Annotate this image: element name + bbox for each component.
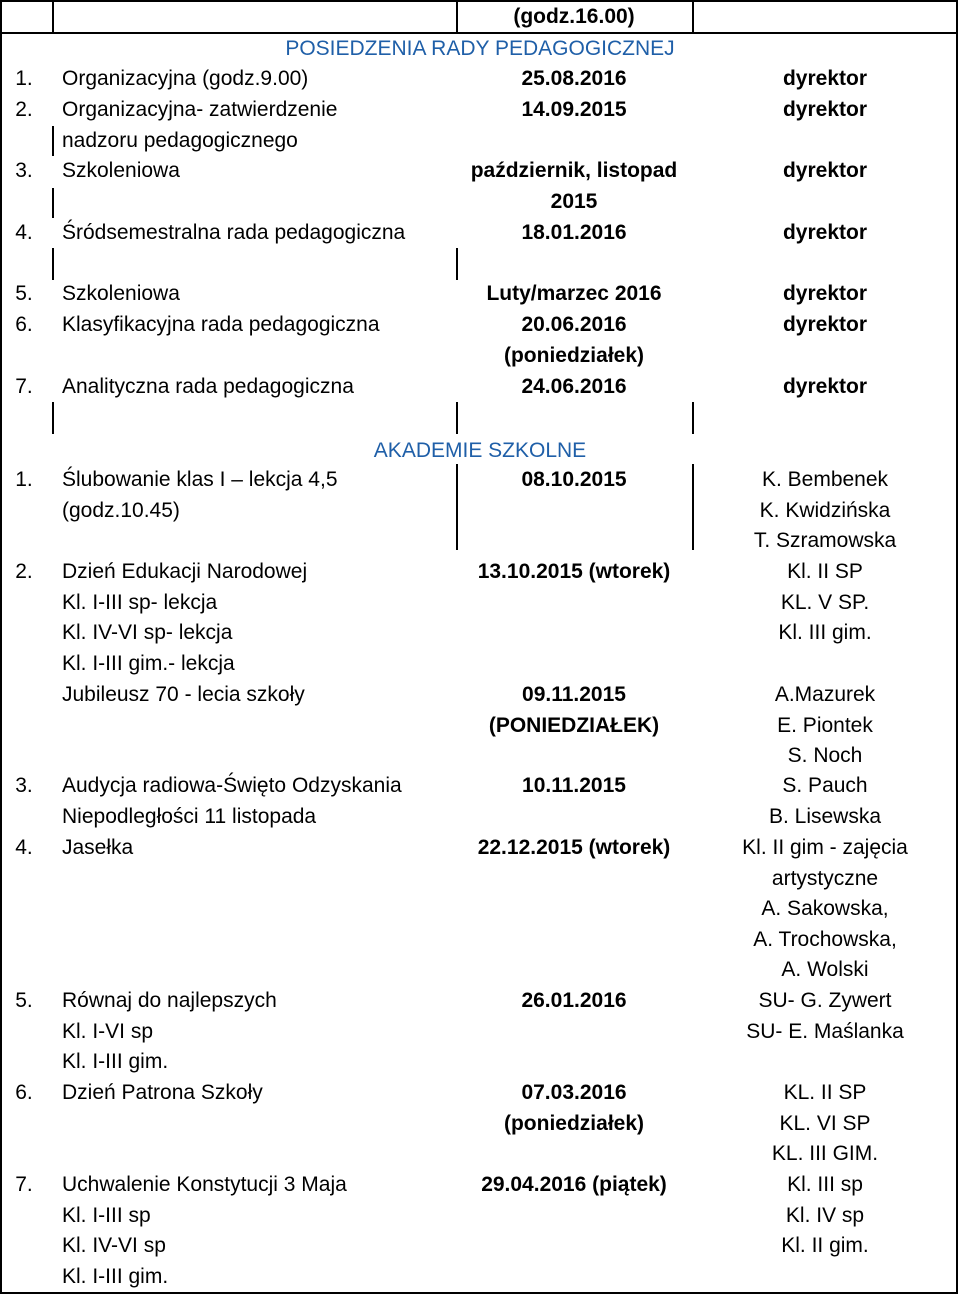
event-name-line: Audycja radiowa-Święto Odzyskania	[62, 774, 402, 797]
responsible-person-line: artystyczne	[771, 866, 879, 890]
responsible-person-line: dyrektor	[782, 159, 868, 182]
responsible-person-line: SU- G. Zywert	[758, 989, 892, 1012]
event-date-line: 10.11.2015	[522, 774, 626, 797]
grid-line	[52, 188, 54, 218]
responsible-person-line: A. Sakowska,	[761, 897, 889, 921]
row-number: 7.	[15, 1173, 33, 1196]
row-number: 1.	[15, 468, 33, 491]
grid-line	[956, 0, 958, 1294]
row-number: 1.	[15, 67, 33, 90]
grid-line	[456, 0, 458, 34]
event-name-line: Klasyfikacyjna rada pedagogiczna	[62, 313, 380, 336]
section-title-akademie: AKADEMIE SZKOLNE	[373, 439, 587, 462]
event-name-line: (godz.10.45)	[62, 498, 180, 522]
event-name-line: Ślubowanie klas I – lekcja 4,5	[62, 468, 338, 491]
event-date-line: 13.10.2015 (wtorek)	[477, 560, 671, 583]
grid-line	[456, 464, 458, 550]
responsible-person-line: Kl. II SP	[787, 560, 863, 583]
event-name-line: Jasełka	[62, 836, 134, 859]
event-date-line: październik, listopad	[470, 159, 678, 182]
event-name-line: Dzień Patrona Szkoły	[62, 1081, 263, 1104]
grid-line	[0, 0, 958, 2]
responsible-person-line: dyrektor	[782, 375, 868, 398]
row-number: 2.	[15, 560, 33, 583]
row-number: 6.	[15, 313, 33, 336]
event-name-line: Analityczna rada pedagogiczna	[62, 375, 354, 398]
event-name-line: Kl. I-III sp	[62, 1203, 151, 1227]
event-date-line: 18.01.2016	[521, 221, 627, 244]
responsible-person-line: Kl. II gim.	[781, 1234, 869, 1258]
responsible-person-line: KL. III GIM.	[771, 1142, 879, 1166]
event-date-line: (poniedziałek)	[503, 1111, 645, 1135]
responsible-person-line: Kl. IV sp	[785, 1203, 865, 1227]
header-time-note: (godz.16.00)	[513, 5, 635, 28]
event-date-line: 29.04.2016 (piątek)	[481, 1173, 667, 1196]
event-date-line: 24.06.2016	[521, 375, 627, 398]
event-name-line: Kl. IV-VI sp	[62, 1234, 166, 1258]
event-name-line: Kl. I-VI sp	[62, 1019, 154, 1043]
event-date-line: 07.03.2016	[521, 1081, 627, 1104]
event-date-line: 20.06.2016	[521, 313, 627, 336]
responsible-person-line: T. Szramowska	[753, 529, 897, 553]
responsible-person-line: SU- E. Maślanka	[746, 1019, 904, 1043]
responsible-person-line: KL. VI SP	[779, 1111, 871, 1135]
event-name-line: Kl. I-III gim.	[62, 1264, 169, 1288]
grid-line	[52, 402, 54, 434]
responsible-person-line: A. Wolski	[781, 958, 869, 982]
event-date-line: 25.08.2016	[521, 67, 627, 90]
section-title-rada: POSIEDZENIA RADY PEDAGOGICZNEJ	[285, 37, 675, 60]
event-date-line: 22.12.2015 (wtorek)	[477, 836, 671, 859]
responsible-person-line: E. Piontek	[777, 713, 873, 737]
responsible-person-line: Kl. III gim.	[778, 621, 872, 645]
event-name-line: Organizacyjna (godz.9.00)	[62, 67, 309, 90]
responsible-person-line: S. Noch	[787, 744, 863, 768]
row-number: 6.	[15, 1081, 33, 1104]
responsible-person-line: dyrektor	[782, 67, 868, 90]
event-name-line: Kl. I-III gim.- lekcja	[62, 651, 235, 675]
responsible-person-line: Kl. III sp	[787, 1173, 863, 1196]
event-name-line: nadzoru pedagogicznego	[62, 128, 298, 152]
row-number: 5.	[15, 989, 33, 1012]
responsible-person-line: dyrektor	[782, 221, 868, 244]
event-date-line: Luty/marzec 2016	[486, 282, 662, 305]
row-number: 4.	[15, 221, 33, 244]
row-number: 3.	[15, 774, 33, 797]
row-number: 4.	[15, 836, 33, 859]
grid-line	[52, 126, 54, 156]
event-name-line: Równaj do najlepszych	[62, 989, 277, 1012]
row-number: 5.	[15, 282, 33, 305]
event-date-line: (poniedziałek)	[503, 343, 645, 367]
event-date-line: 08.10.2015	[521, 468, 627, 491]
event-name-line: Kl. IV-VI sp- lekcja	[62, 621, 233, 645]
event-name-line: Kl. I-III sp- lekcja	[62, 590, 218, 614]
event-date-line: 14.09.2015	[521, 98, 627, 121]
responsible-person-line: A.Mazurek	[774, 683, 876, 706]
responsible-person-line: dyrektor	[782, 282, 868, 305]
event-date-line: (PONIEDZIAŁEK)	[488, 713, 660, 737]
grid-line	[456, 402, 458, 434]
event-name-line: Śródsemestralna rada pedagogiczna	[62, 221, 406, 244]
grid-line	[52, 0, 54, 34]
grid-line	[456, 248, 458, 280]
event-name-line: Jubileusz 70 - lecia szkoły	[62, 683, 305, 706]
grid-line	[52, 248, 54, 280]
responsible-person-line: A. Trochowska,	[753, 927, 897, 951]
responsible-person-line: KL. V SP.	[780, 590, 870, 614]
responsible-person-line: KL. II SP	[783, 1081, 867, 1104]
grid-line	[0, 0, 2, 1294]
responsible-person-line: S. Pauch	[782, 774, 868, 797]
event-name-line: Kl. I-III gim.	[62, 1050, 169, 1074]
event-name-line: Dzień Edukacji Narodowej	[62, 560, 308, 583]
event-date-line: 2015	[550, 189, 598, 213]
grid-line	[692, 402, 694, 434]
grid-line	[692, 464, 694, 550]
event-name-line: Szkoleniowa	[62, 282, 180, 305]
responsible-person-line: dyrektor	[782, 98, 868, 121]
responsible-person-line: K. Bembenek	[761, 468, 889, 491]
row-number: 2.	[15, 98, 33, 121]
row-number: 7.	[15, 375, 33, 398]
grid-line	[692, 0, 694, 34]
responsible-person-line: K. Kwidzińska	[759, 498, 891, 522]
event-name-line: Uchwalenie Konstytucji 3 Maja	[62, 1173, 347, 1196]
event-date-line: 26.01.2016	[521, 989, 627, 1012]
row-number: 3.	[15, 159, 33, 182]
event-name-line: Szkoleniowa	[62, 159, 180, 182]
responsible-person-line: Kl. II gim - zajęcia	[742, 836, 908, 859]
responsible-person-line: dyrektor	[782, 313, 868, 336]
event-name-line: Organizacyjna- zatwierdzenie	[62, 98, 338, 121]
responsible-person-line: B. Lisewska	[768, 804, 882, 828]
event-name-line: Niepodległości 11 listopada	[62, 804, 317, 828]
event-date-line: 09.11.2015	[522, 683, 626, 706]
